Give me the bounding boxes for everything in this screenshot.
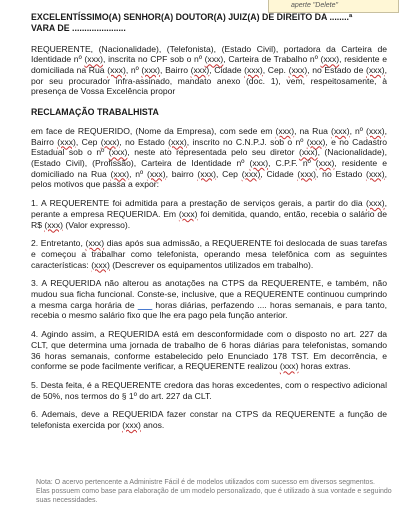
section-title: RECLAMAÇÃO TRABALHISTA	[31, 107, 159, 118]
placeholder: (xxx)	[141, 65, 161, 75]
item-5: 5. Desta feita, é a REQUERENTE credora das horas excedentes, com o respectivo adicional de 50%, nos termos do § 1º do art. 227 da CLT.	[31, 379, 387, 401]
placeholder: (xxx)	[204, 54, 224, 65]
placeholder: (xxx)	[320, 54, 340, 65]
item-6: 6. Ademais, deve a REQUERIDA fazer constar na CTPS da REQUERENTE a função de telefonista exercida por (xxx) anos.	[31, 409, 387, 431]
item-1: 1. A REQUERENTE foi admitida para a prestação de serviços gerais, a partir do dia (xxx), perante a empresa REQUERIDA. Em (xxx) foi demitida, quando, então, recebia o salário de R$ (xxx) (Valor expresso).	[31, 198, 387, 230]
note-label: Nota:	[36, 479, 53, 486]
footer-note	[36, 478, 396, 504]
delete-tip: aperte "Delete"	[268, 0, 399, 13]
placeholder: (xxx)	[288, 65, 308, 75]
placeholder: (xxx)	[244, 65, 263, 75]
placeholder: (xxx)	[366, 65, 385, 75]
header-line-2: VARA DE ......................	[31, 22, 126, 33]
document-body	[31, 12, 387, 431]
blank-field: ___	[137, 299, 153, 310]
item-2: 2. Entretanto, (xxx) dias após sua admissão, a REQUERENTE foi deslocada de suas tarefas e começou a trabalhar como telefonista, operando mesa telefônica com as seguintes características: (xxx) (Descrever os equipamentos utilizados em trabalho).	[31, 238, 387, 270]
placeholder: (xxx)	[84, 54, 104, 65]
defendant-paragraph: em face de REQUERIDO, (Nome da Empresa), com sede em (xxx), na Rua (xxx), nº (xxx), Bairro (xxx), Cep (xxx), no Estado (xxx), inscrito no C.N.P.J. sob o nº (xxx), e no Cadastro Estadual sob o nº (xxx), neste ato representada pelo seu diretor (xxx), (Nacionalidade), (Estado Civil), (Profissão), Carteira de Identidade nº (xxx), C.P.F. nº (xxx), residente e domiciliado na Rua (xxx), nº (xxx), bairro (xxx), Cep (xxx), Cidade (xxx), no Estado (xxx), pelos motivos que passa a expor:	[31, 125, 387, 190]
placeholder: (xxx)	[107, 65, 126, 75]
item-4: 4. Agindo assim, a REQUERIDA está em desconformidade com o disposto no art. 227 da CLT, que determina uma jornada de trabalho de 6 horas diárias para telefonistas, somando 36 horas semanais, conforme estabelecido pelo Enunciado 178 TST. Em decorrência, e conforme se pode facilmente verificar, a REQUERENTE realizou (xxx) horas extras.	[31, 329, 387, 372]
note-line-2: Elas possuem como base para elaboração de um modelo personalizado, que é utilizado à sua vontade e seguindo suas necessidades.	[36, 488, 392, 504]
header-line-1: EXCELENTÍSSIMO(A) SENHOR(A) DOUTOR(A) JUIZ(A) DE DIREITO DA ........ª	[31, 12, 353, 22]
intro-paragraph: REQUERENTE, (Nacionalidade), (Telefonista), (Estado Civil), portadora da Carteira de Identidade nº (xxx), inscrita no CPF sob o nº (xxx), Carteira de Trabalho nº (xxx), residente e domiciliada na Rua (xxx), nº (xxx), Bairro (xxx), Cidade (xxx), Cep. (xxx), no Estado de (xxx), por seu procurador infra-assinado, mandato anexo (doc. 1), vem, respeitosamente, à presença de Vossa Excelência propor	[31, 43, 388, 97]
note-text: O acervo pertencente a Administre Fácil é de modelos utilizados com sucesso em diversos segmentos.	[54, 479, 375, 486]
placeholder: (xxx)	[190, 65, 210, 75]
item-3: 3. A REQUERIDA não alterou as anotações na CTPS da REQUERENTE, e também, não mudou sua ficha funcional. Conste-se, inclusive, que a REQUERENTE continuou cumprindo a mesma carga horária de ___ horas diárias, perfazendo .... horas semanais, e para tanto, recebia o mesmo salário fixo que lhe era pago pela função anterior.	[31, 278, 387, 321]
